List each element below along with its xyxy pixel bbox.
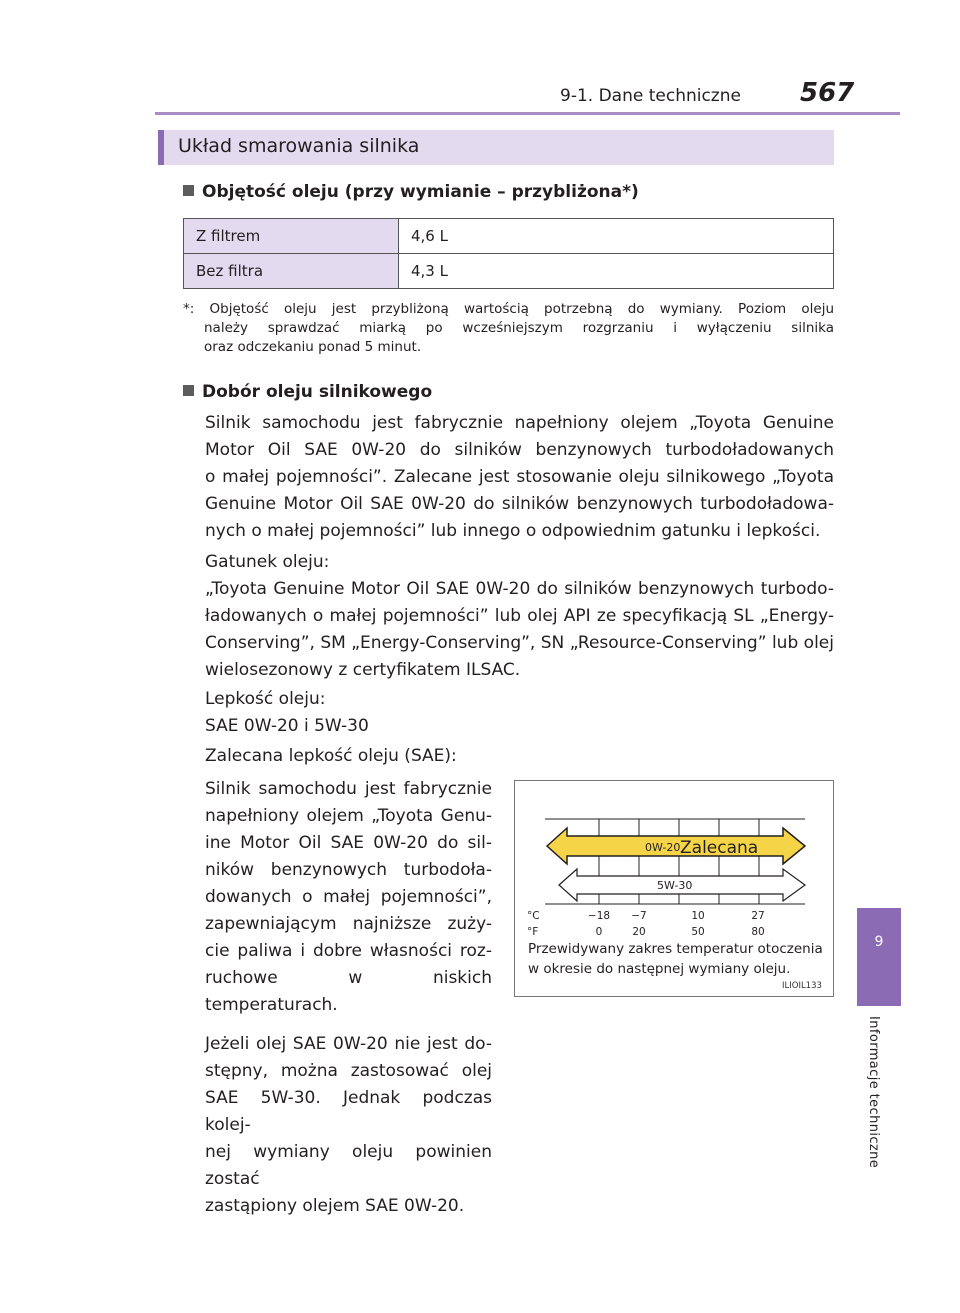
text-line: Motor Oil SAE 0W-20 do silników benzynowych turbodoładowanych (205, 440, 834, 460)
celsius-tick: 10 (691, 910, 705, 922)
section-heading: Układ smarowania silnika (178, 135, 420, 157)
chapter-tab: 9 (857, 908, 901, 1006)
text-line: zapewniającym najniższe zuży- (205, 914, 492, 934)
oil-grade-block (205, 549, 834, 684)
paragraph (205, 776, 492, 1019)
text-line: cie paliwa i dobre własności roz- (205, 941, 492, 961)
text-line: ine Motor Oil SAE 0W-20 do sil- (205, 833, 492, 853)
oil-capacity-heading-text: Objętość oleju (przy wymianie – przybliżona*) (202, 182, 639, 202)
footnote-line: oraz odczekaniu ponad 5 minut. (204, 339, 422, 355)
text-line: nych o małej pojemności” lub innego o odpowiednim gatunku i lepkości. (205, 521, 821, 541)
text-line: Jeżeli olej SAE 0W-20 nie jest do- (205, 1034, 492, 1054)
celsius-tick: −18 (587, 910, 611, 922)
footnote-line: Objętość oleju jest przybliżoną wartością potrzebną do wymiany. Poziom oleju (209, 301, 835, 317)
section-title: 9-1. Dane techniczne (560, 86, 741, 106)
title-bar (158, 130, 834, 165)
text-line: Genuine Motor Oil SAE 0W-20 do silników benzynowych turbodoładowa- (205, 494, 834, 514)
text-line: dowanych o małej pojemności”, (205, 887, 492, 907)
arrow-5w30-grade: 5W-30 (657, 879, 693, 892)
fahrenheit-tick: 50 (691, 926, 705, 938)
fahrenheit-tick: 20 (632, 926, 646, 938)
text-line: „Toyota Genuine Motor Oil SAE 0W-20 do silników benzynowych turbodo- (205, 579, 834, 599)
engine-oil-paragraph (205, 410, 834, 545)
text-line: napełniony olejem „Toyota Genu- (205, 806, 492, 826)
oil-viscosity-value: SAE 0W-20 i 5W-30 (205, 716, 369, 736)
paragraph (205, 1031, 492, 1220)
footnote-marker: *: (183, 301, 195, 317)
table-cell-value: 4,6 L (399, 219, 834, 254)
text-line: wielosezonowy z certyfikatem ILSAC. (205, 660, 521, 680)
celsius-unit: °C (527, 910, 540, 922)
celsius-tick: 27 (751, 910, 765, 922)
recommended-viscosity-label: Zalecana lepkość oleju (SAE): (205, 746, 457, 766)
text-line: stępny, można zastosować olej (205, 1061, 492, 1081)
arrow-0w20-label: Zalecana (680, 838, 759, 858)
text-line: ruchowe w niskich temperaturach. (205, 968, 492, 1015)
text-line: SAE 5W-30. Jednak podczas kolej- (205, 1088, 492, 1135)
header-rule (155, 112, 900, 115)
footnote (183, 300, 834, 357)
page-number: 567 (800, 78, 855, 108)
oil-viscosity-label: Lepkość oleju: (205, 689, 326, 709)
bullet-square-icon (183, 185, 194, 196)
engine-oil-heading (183, 382, 432, 402)
figure-caption (528, 939, 828, 979)
text-line: ników benzynowych turbodoła- (205, 860, 492, 880)
table-cell-value: 4,3 L (399, 254, 834, 289)
celsius-tick: −7 (631, 910, 647, 922)
fahrenheit-unit: °F (527, 926, 539, 938)
table-row (184, 254, 834, 289)
table-cell-label: Z filtrem (184, 219, 399, 254)
table-row (184, 219, 834, 254)
text-line: zastąpiony olejem SAE 0W-20. (205, 1196, 465, 1216)
caption-line: Przewidywany zakres temperatur otoczenia (528, 941, 823, 957)
oil-viscosity-block (205, 686, 834, 740)
oil-capacity-table (183, 218, 834, 289)
engine-oil-heading-text: Dobór oleju silnikowego (202, 382, 433, 402)
arrow-0w20-grade: 0W-20 (645, 841, 681, 854)
text-line: nej wymiany oleju powinien zostać (205, 1142, 492, 1189)
text-line: ładowanych o małej pojemności” lub olej API ze specyfikacją SL „Energy- (205, 606, 834, 626)
footnote-line: należy sprawdzać miarką po wcześniejszym rozgrzaniu i wyłączeniu silnika (204, 320, 834, 336)
oil-grade-label: Gatunek oleju: (205, 552, 330, 572)
oil-capacity-heading (183, 182, 639, 202)
figure-code: ILIOIL133 (782, 981, 822, 991)
text-line: Conserving”, SM „Energy-Conserving”, SN „Resource-Conserving” lub olej (205, 633, 834, 653)
viscosity-explanation (205, 776, 492, 1232)
caption-line: w okresie do następnej wymiany oleju. (528, 961, 791, 977)
chapter-label: Informacje techniczne (866, 1016, 881, 1169)
text-line: Silnik samochodu jest fabrycznie (205, 779, 492, 799)
text-line: o małej pojemności”. Zalecane jest stosowanie oleju silnikowego „Toyota (205, 467, 834, 487)
fahrenheit-tick: 0 (595, 926, 603, 938)
bullet-square-icon (183, 385, 194, 396)
fahrenheit-tick: 80 (751, 926, 765, 938)
text-line: Silnik samochodu jest fabrycznie napełniony olejem „Toyota Genuine (205, 413, 834, 433)
table-cell-label: Bez filtra (184, 254, 399, 289)
